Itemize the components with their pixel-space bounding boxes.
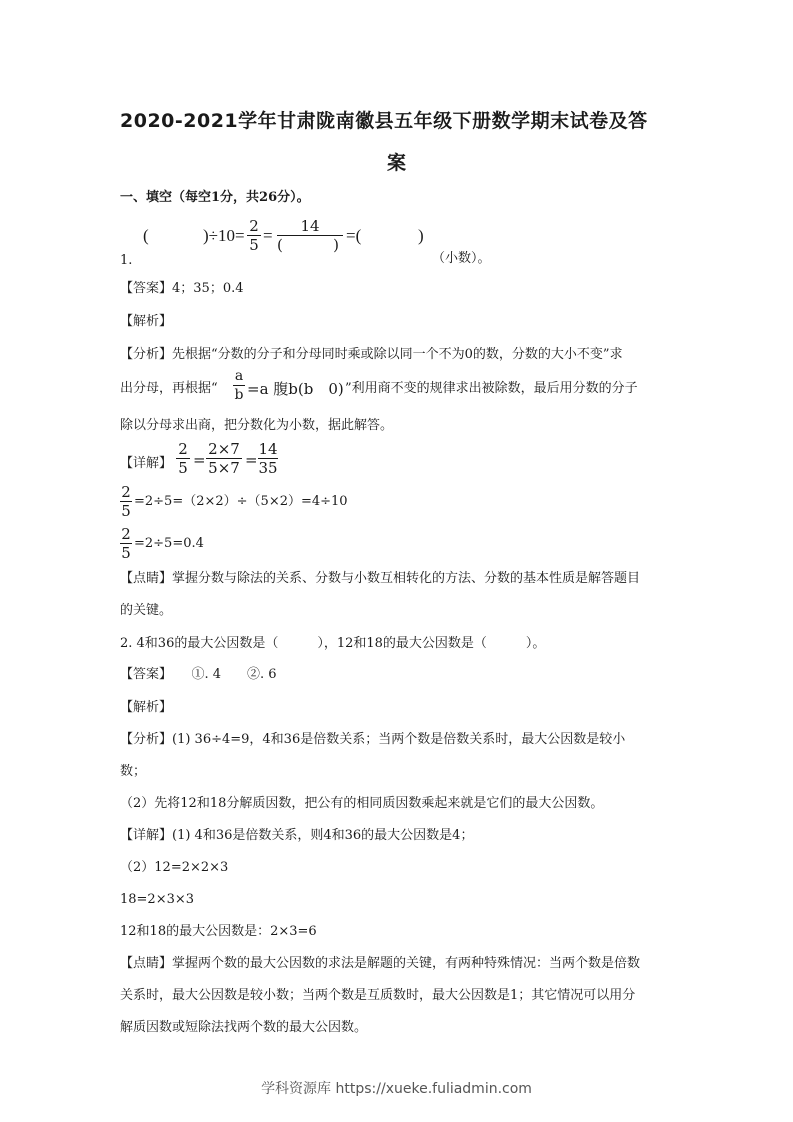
q1-detail-frac1: 2 5 (176, 441, 190, 476)
page-title-line1: 2020-2021学年甘肃陇南徽县五年级下册数学期末试卷及答 (120, 110, 648, 132)
q2-fenxi-line1: 【分析】(1) 36÷4=9，4和36是倍数关系；当两个数是倍数关系时，最大公因数是较小 (120, 732, 626, 747)
q2-fenxi-line3: （2）先将12和18分解质因数，把公有的相同质因数乘起来就是它们的最大公因数。 (120, 796, 604, 811)
q1-suffix: （小数）。 (432, 251, 491, 266)
q1-detail-eq1: = (193, 451, 206, 469)
q1-line2-frac: 2 5 (121, 483, 131, 520)
q2-detail-line3: 18=2×3×3 (120, 892, 195, 907)
q1-answer: 【答案】4；35；0.4 (120, 281, 244, 296)
q2-dianjing-line2: 关系时，最大公因数是较小数；当两个数是互质数时，最大公因数是1；其它情况可以用分 (120, 988, 636, 1003)
q1-analysis-tag: 【解析】 (120, 314, 173, 329)
section-heading: 一、填空（每空1分，共26分）。 (120, 190, 310, 205)
q1-detail-tag: 【详解】 (120, 456, 173, 471)
q2-dianjing-line3: 解质因数或短除法找两个数的最大公因数。 (120, 1020, 368, 1035)
q1-paren-close: ) (418, 226, 424, 245)
q1-paren-close-div: )÷10= (203, 226, 245, 245)
q1-line2-rest: =2÷5=（2×2）÷（5×2）=4÷10 (134, 494, 348, 509)
q2-question: 2. 4和36的最大公因数是（ ），12和18的最大公因数是（ ）。 (120, 636, 546, 651)
q1-line3-frac: 2 5 (121, 525, 131, 562)
q1-fenxi-formula: =a 腹b(b 0) (247, 380, 344, 398)
q2-answer: 【答案】 ①. 4 ②. 6 (120, 667, 277, 682)
q1-detail-frac3: 14 35 (258, 440, 278, 477)
q2-dianjing-line1: 【点睛】掌握两个数的最大公因数的求法是解题的关键，有两种特殊情况：当两个数是倍数 (120, 956, 641, 971)
q1-number: 1. (120, 253, 133, 268)
q2-detail-line2: （2）12=2×2×3 (120, 860, 229, 875)
q1-fraction-2-5: 2 5 (247, 218, 261, 253)
q1-fenxi-line3: 除以分母求出商，把分数化为小数，据此解答。 (120, 418, 394, 433)
q1-fraction-14: 14 ( ) (277, 218, 343, 253)
q1-dianjing-line1: 【点睛】掌握分数与除法的关系、分数与小数互相转化的方法、分数的基本性质是解答题目 (120, 571, 641, 586)
q1-dianjing-line2: 的关键。 (120, 603, 173, 618)
q2-fenxi-line2: 数； (120, 764, 147, 779)
footer-link[interactable]: 学科资源库 https://xueke.fuliadmin.com (261, 1081, 532, 1097)
q1-equals: = (263, 226, 273, 245)
q1-detail-eq2: = (245, 451, 258, 469)
q1-fenxi-line2-post: ”利用商不变的规律求出被除数，最后用分数的分子 (345, 381, 638, 396)
q2-detail-line4: 12和18的最大公因数是：2×3=6 (120, 924, 317, 939)
q1-line3-rest: =2÷5=0.4 (134, 536, 204, 551)
q1-fenxi-fraction: a b (234, 368, 244, 403)
q1-fenxi-line2-pre: 出分母，再根据“ (120, 381, 218, 396)
q2-analysis-tag: 【解析】 (120, 700, 173, 715)
q2-detail-line1: 【详解】(1) 4和36是倍数关系，则4和36的最大公因数是4； (120, 828, 474, 843)
page-title-line2: 案 (387, 152, 407, 174)
q1-detail-frac2: 2×7 5×7 (206, 441, 242, 476)
q1-fenxi-line1: 【分析】先根据“分数的分子和分母同时乘或除以同一个不为0的数，分数的大小不变”求 (120, 347, 623, 362)
q1-equals-paren: =( (346, 226, 362, 245)
q1-paren-open: ( (143, 226, 149, 245)
